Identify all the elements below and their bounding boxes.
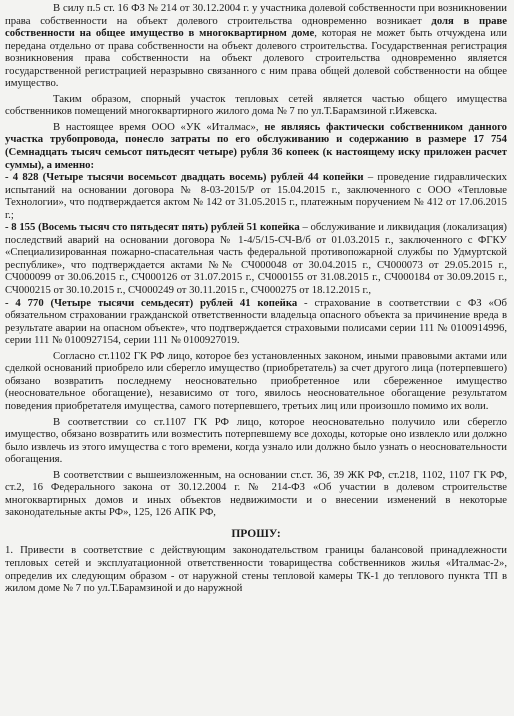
expense-item-emergency-service: - 8 155 (Восемь тысяч сто пятьдесят пять) рублей 51 копейка – обслуживание и ликвидация (локализация) последствий аварий на основании договора № 1-4/5/15-СЧ-В/б от 01.03.2015 г., заключенного с ФГКУ «Специализированная пожарно-спасательная часть федеральной противопожарной службы по Удмуртской республике», что подтверждается актами №№ СЧ000048 от 30.04.2015 г., СЧ000073 от 29.05.2015 г., СЧ000099 от 30.06.2015 г., СЧ000126 от 31.07.2015 г., СЧ000155 от 31.08.2015 г., СЧ000184 от 30.09.2015 г., СЧ000215 от 30.10.2015 г., СЧ000249 от 30.11.2015 г., СЧ000275 от 18.12.2015 г., [5, 221, 507, 297]
expense-item-hydraulic-tests: - 4 828 (Четыре тысячи восемьсот двадцать восемь) рублей 44 копейки – проведение гидравлических испытаний на основании договора № 8-03-2015/Р от 15.04.2015 г., заключенного с ООО «Тепловые Технологии», что подтверждается актом № 142 от 31.05.2015 г., платежным поручением № 412 от 17.06.2015 г.; [5, 171, 507, 221]
request-item-1: 1. Привести в соответствие с действующим законодательством границы балансовой принадлежности тепловых сетей и эксплуатационной ответственности товарищества собственников жилья «Италмас-2», определив их следующим образом - от наружной стены тепловой камеры ТК-1 до теплового пункта ТП в жилом доме № 7 по ул.Т.Барамзиной и до наружной [5, 544, 507, 595]
bold-phrase-common-property: доля в праве собственности на общее имущество в многоквартирном доме [5, 14, 507, 40]
bold-expenses-total: не являясь фактически собственником данного участка трубопровода, понесло затраты по его обслуживанию и содержанию в размере 17 754 (Семнадцать тысяч семьсот пятьдесят четыре) рубля 36 копеек (к настоящему иску приложен расчет суммы), а именно: [5, 120, 507, 171]
paragraph-article-1102: Согласно ст.1102 ГК РФ лицо, которое без установленных законом, иными правовыми актами или сделкой оснований приобрело или сберегло имущество (приобретатель) за счет другого лица (потерпевшего) обязано возвратить последнему неосновательно приобретенное или сбереженное имущество (неосновательное обогащение), независимо от того, явилось неосновательное обогащение результатом поведения приобретателя имущества, самого потерпевшего, третьих лиц или произошло помимо их воли. [5, 349, 507, 412]
paragraph-share-rights: В силу п.5 ст. 16 ФЗ № 214 от 30.12.2004 г. у участника долевой собственности при возникновении права собственности на объект долевого строительства одновременно возникает доля в праве собственности на общее имущество в многоквартирном доме, которая не может быть отчуждена или передана отдельно от права собственности на объект долевого строительства. Государственная регистрация возникновения права собственности на объект долевого строительства одновременно является государственной регистрацией неразрывно связанного с ним права общей долевой собственности на общее имущество. [5, 2, 507, 90]
paragraph-expenses: В настоящее время ООО «УК «Италмас», не являясь фактически собственником данного участка трубопровода, понесло затраты по его обслуживанию и содержанию в размере 17 754 (Семнадцать тысяч семьсот пятьдесят четыре) рубля 36 копеек (к настоящему иску приложен расчет суммы), а именно: [5, 120, 507, 171]
expense-item-insurance: - 4 770 (Четыре тысячи семьдесят) рублей 41 копейка - страхование в соответствии с ФЗ «Об обязательном страховании гражданской ответственности владельца опасного объекта за причинение вреда в результате аварии на опасном объекте», что подтверждается страховыми полисами серии 111 № 0100914996, серии 111 № 0100927154, серии 111 № 0100927019. [5, 296, 507, 347]
section-title-request: ПРОШУ: [231, 527, 281, 540]
paragraph-conclusion: Таким образом, спорный участок тепловых сетей является частью общего имущества собственников помещений многоквартирного жилого дома № 7 по ул.Т.Барамзиной г.Ижевска. [5, 92, 507, 118]
paragraph-article-1107: В соответствии со ст.1107 ГК РФ лицо, которое неосновательно получило или сберегло имущество, обязано возвратить или возместить потерпевшему все доходы, которые оно извлекло или должно было извлечь из этого имущества с того времени, когда узнало или должно было узнать о неосновательности обогащения. [5, 415, 507, 466]
paragraph-legal-basis: В соответствии с вышеизложенным, на основании ст.ст. 36, 39 ЖК РФ, ст.218, 1102, 1107 ГК РФ, ст.2, 16 Федерального закона от 30.12.2004 г. № 214-ФЗ «Об участии в долевом строительстве многоквартирных домов и иных объектов недвижимости и о внесении изменений в некоторые законодательные акты РФ», 125, 126 АПК РФ, [5, 468, 507, 519]
